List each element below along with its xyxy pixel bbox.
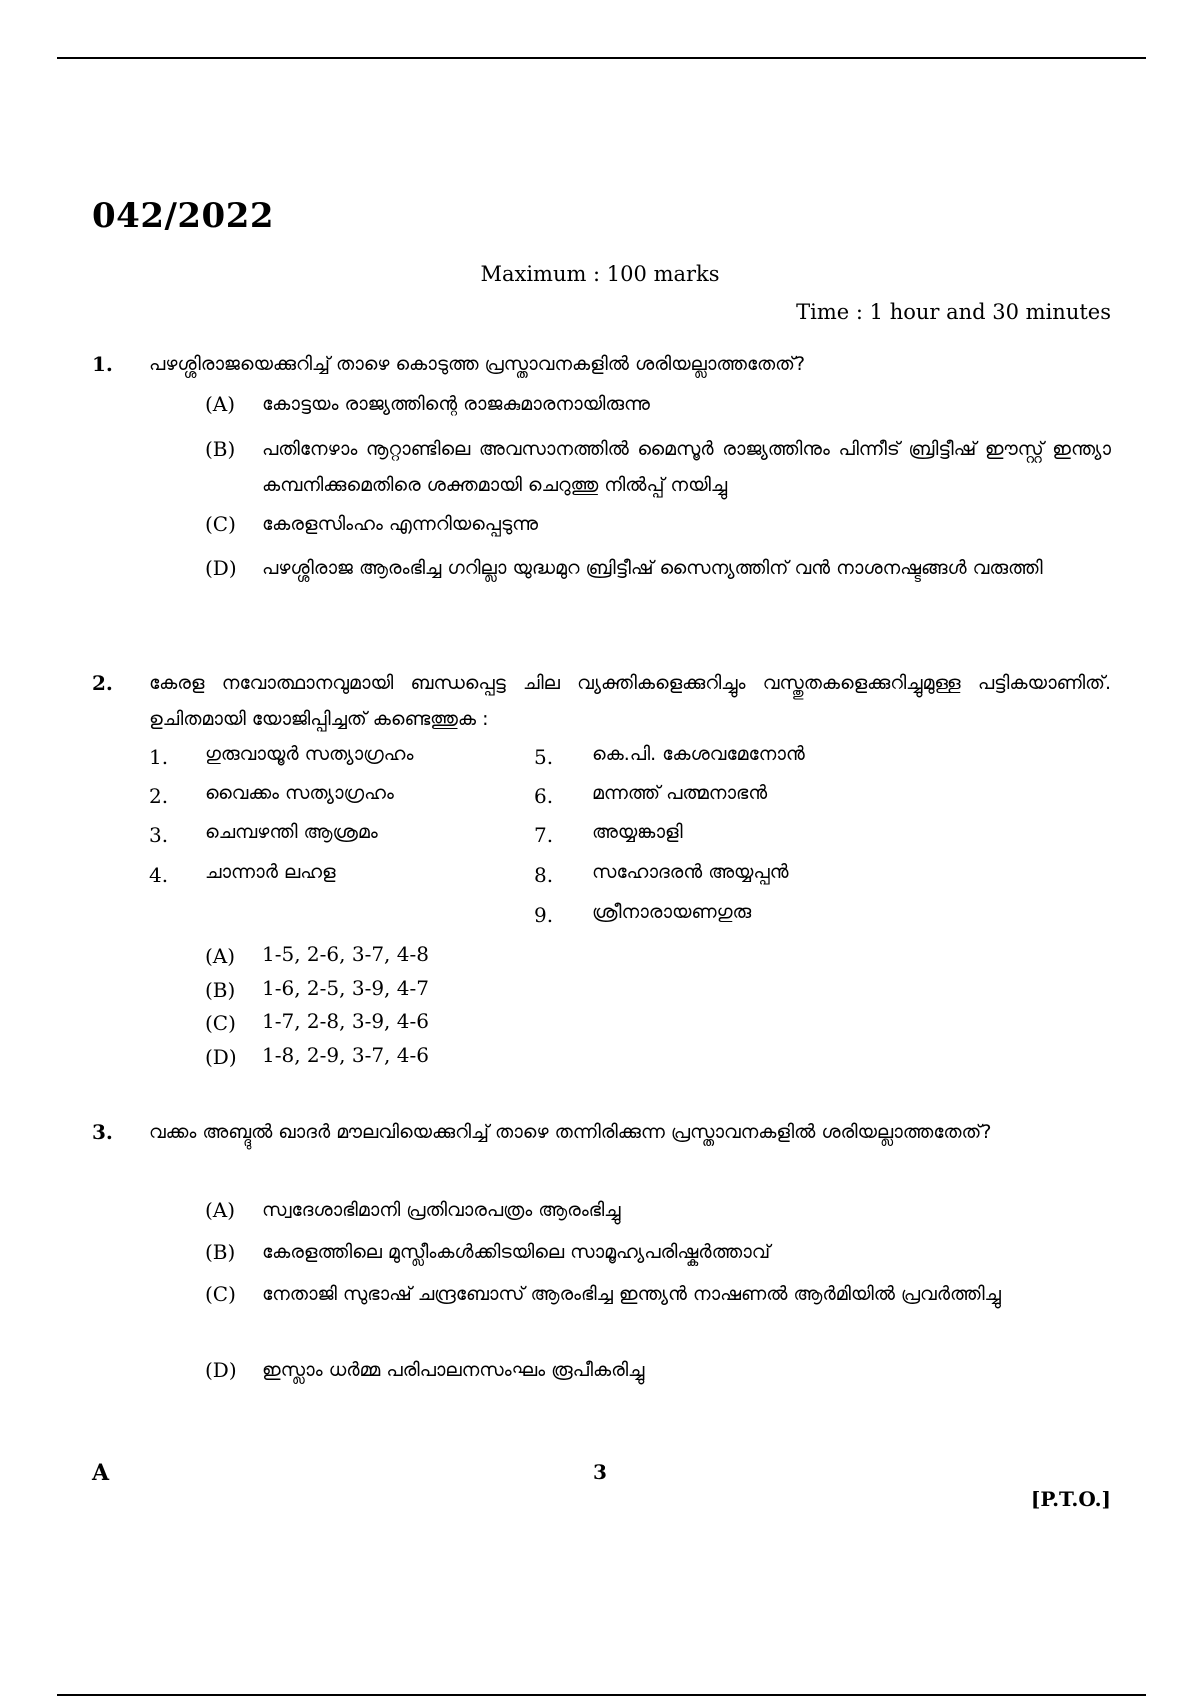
list-number: 4. bbox=[149, 863, 169, 887]
max-marks: Maximum : 100 marks bbox=[480, 262, 720, 286]
top-rule bbox=[57, 57, 1146, 59]
option-letter: (D) bbox=[205, 1045, 237, 1069]
option-text: 1-5, 2-6, 3-7, 4-8 bbox=[262, 942, 429, 966]
question-number: 2. bbox=[92, 671, 113, 695]
list-number: 2. bbox=[149, 784, 169, 808]
please-turn-over: [P.T.O.] bbox=[1030, 1487, 1111, 1511]
option-letter: (A) bbox=[205, 392, 236, 416]
list-number: 8. bbox=[534, 863, 554, 887]
list-item: ശ്രീനാരായണഗുരു bbox=[592, 901, 752, 923]
list-number: 6. bbox=[534, 784, 554, 808]
list-item: മന്നത്ത് പത്മനാഭൻ bbox=[592, 782, 768, 804]
question-text: വക്കം അബ്ദുൽ ഖാദർ മൗലവിയെക്കുറിച്ച് താഴെ തന്നിരിക്കുന്ന പ്രസ്താവനകളിൽ ശരിയല്ലാത്തതേത്? bbox=[149, 1121, 992, 1143]
time-allowed: Time : 1 hour and 30 minutes bbox=[796, 300, 1111, 324]
list-number: 1. bbox=[149, 745, 169, 769]
list-number: 9. bbox=[534, 903, 554, 927]
option-letter: (D) bbox=[205, 1358, 237, 1382]
option-text: 1-7, 2-8, 3-9, 4-6 bbox=[262, 1009, 429, 1033]
question-text: കേരള നവോത്ഥാനവുമായി ബന്ധപ്പെട്ട ചില വ്യക്തികളെക്കുറിച്ചും വസ്തുതകളെക്കുറിച്ചുമുള്ള പട്ടികയാണിത്. ഉചിതമായി യോജിപ്പിച്ചത് കണ്ടെത്തുക : bbox=[149, 672, 1111, 730]
option-text: കേരളത്തിലെ മുസ്ലീംകൾക്കിടയിലെ സാമൂഹ്യപരിഷ്കർത്താവ് bbox=[262, 1241, 771, 1263]
question-number: 3. bbox=[92, 1120, 113, 1144]
option-text: പതിനേഴാം നൂറ്റാണ്ടിലെ അവസാനത്തിൽ മൈസൂർ രാജ്യത്തിനും പിന്നീട് ബ്രിട്ടീഷ് ഈസ്റ്റ് ഇന്ത്യാ കമ്പനിക്കുമെതിരെ ശക്തമായി ചെറുത്തു നിൽപ്പ് നയിച്ചു bbox=[262, 438, 1111, 496]
list-item: സഹോദരൻ അയ്യപ്പൻ bbox=[592, 861, 789, 883]
option-text: ഇസ്ലാം ധർമ്മ പരിപാലനസംഘം രൂപീകരിച്ചു bbox=[262, 1359, 645, 1381]
option-text: 1-6, 2-5, 3-9, 4-7 bbox=[262, 976, 429, 1000]
option-text: സ്വദേശാഭിമാനി പ്രതിവാരപത്രം ആരംഭിച്ചു bbox=[262, 1199, 621, 1221]
list-item: അയ്യങ്കാളി bbox=[592, 821, 683, 843]
list-number: 3. bbox=[149, 823, 169, 847]
page-number: 3 bbox=[593, 1460, 607, 1484]
list-item: വൈക്കം സത്യാഗ്രഹം bbox=[205, 782, 394, 804]
question-number: 1. bbox=[92, 352, 113, 376]
option-text: 1-8, 2-9, 3-7, 4-6 bbox=[262, 1043, 429, 1067]
list-number: 7. bbox=[534, 823, 554, 847]
option-letter: (A) bbox=[205, 1198, 236, 1222]
option-letter: (C) bbox=[205, 512, 236, 536]
option-text: കോട്ടയം രാജ്യത്തിന്റെ രാജകുമാരനായിരുന്നു bbox=[262, 393, 650, 415]
option-text: കേരളസിംഹം എന്നറിയപ്പെടുന്നു bbox=[262, 513, 538, 535]
option-text: പഴശ്ശിരാജ ആരംഭിച്ച ഗറില്ലാ യുദ്ധമുറ ബ്രിട്ടീഷ് സൈന്യത്തിന് വൻ നാശനഷ്ടങ്ങൾ വരുത്തി bbox=[262, 557, 1043, 579]
option-letter: (B) bbox=[205, 978, 236, 1002]
option-letter: (A) bbox=[205, 944, 236, 968]
option-letter: (B) bbox=[205, 437, 236, 461]
list-item: ചെമ്പഴന്തി ആശ്രമം bbox=[205, 821, 378, 843]
list-item: കെ.പി. കേശവമേനോൻ bbox=[592, 743, 805, 765]
option-letter: (D) bbox=[205, 556, 237, 580]
bottom-rule bbox=[57, 1694, 1146, 1696]
option-letter: (C) bbox=[205, 1011, 236, 1035]
list-item: ചാന്നാർ ലഹള bbox=[205, 861, 336, 883]
question-set-label: A bbox=[92, 1460, 110, 1486]
question-text: പഴശ്ശിരാജയെക്കുറിച്ച് താഴെ കൊടുത്ത പ്രസ്താവനകളിൽ ശരിയല്ലാത്തതേത്? bbox=[149, 353, 806, 375]
list-item: ഗുരുവായൂർ സത്യാഗ്രഹം bbox=[205, 743, 414, 765]
list-number: 5. bbox=[534, 745, 554, 769]
option-letter: (B) bbox=[205, 1240, 236, 1264]
exam-code: 042/2022 bbox=[92, 196, 275, 236]
option-text: നേതാജി സുഭാഷ് ചന്ദ്രബോസ് ആരംഭിച്ച ഇന്ത്യൻ നാഷണൽ ആർമിയിൽ പ്രവർത്തിച്ചു bbox=[262, 1283, 1001, 1305]
option-letter: (C) bbox=[205, 1282, 236, 1306]
